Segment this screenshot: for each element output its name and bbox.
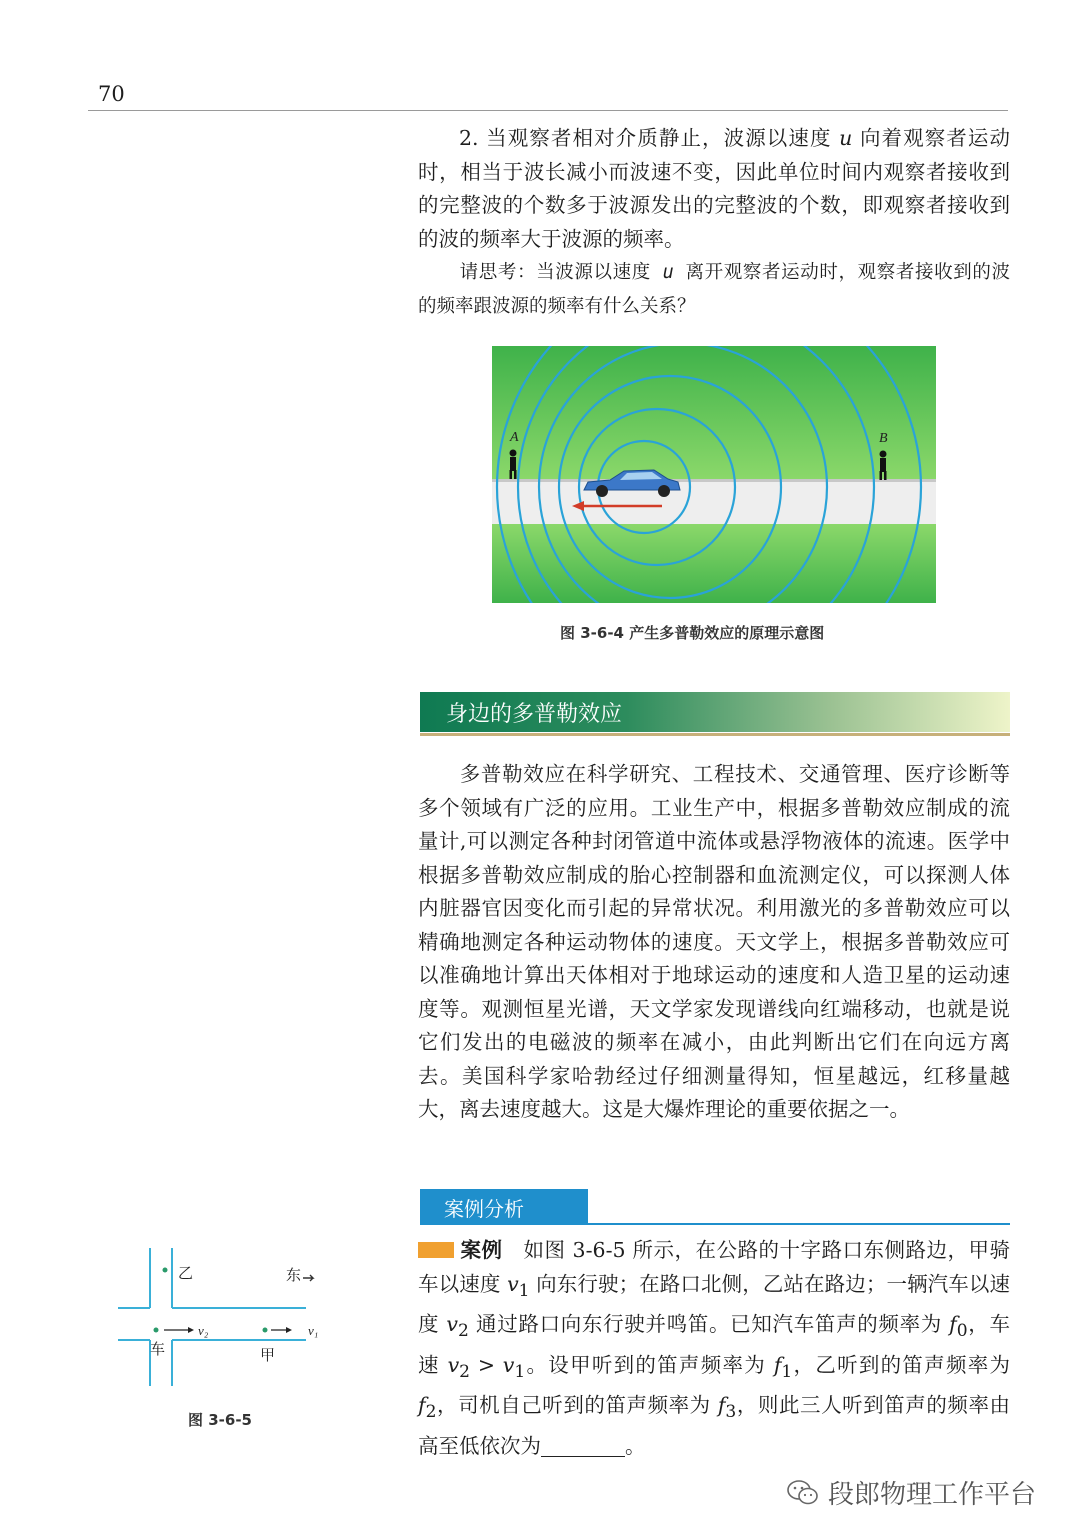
grass-bottom — [492, 524, 936, 603]
case-analysis-label: 案例分析 — [444, 1197, 524, 1221]
label-a: A — [510, 430, 519, 445]
east-arrow-icon — [303, 1275, 313, 1281]
doppler-figure — [492, 346, 936, 603]
para1-text-a: 2. 当观察者相对介质静止，波源以速度 — [459, 126, 840, 150]
section-body — [418, 758, 1010, 1127]
think-text-a: 请思考：当波源以速度 — [459, 262, 663, 283]
case-analysis-tab — [420, 1189, 588, 1223]
header-rule — [88, 110, 1008, 111]
watermark — [786, 1474, 1036, 1511]
person-jia-dot — [263, 1328, 268, 1333]
label-v2: v₂ — [198, 1323, 209, 1338]
label-car: 车 — [150, 1340, 166, 1358]
label-east: 东 — [286, 1266, 302, 1284]
para1-var-u: u — [839, 126, 853, 150]
car-dot — [154, 1328, 159, 1333]
watermark-text: 段郎物理工作平台 — [828, 1480, 1037, 1510]
section-title: 身边的多普勒效应 — [446, 702, 623, 727]
section-body-text: 多普勒效应在科学研究、工程技术、交通管理、医疗诊断等多个领域有广泛的应用。工业生产中，根据多普勒效应制成的流量计,可以测定各种封闭管道中流体或悬浮物液体的流速。医学中根据多普勒效应制成的胎心控制器和血流测定仪，可以探测人体内脏器官因变化而引起的异常状况。利用激光的多普勒效应可以精确地测定各种运动物体的速度。天文学上，根据多普勒效应可以准确地计算出天体相对于地球运动的速度和人造卫星的运动速度等。观测恒星光谱，天文学家发现谱线向红端移动，也就是说它们发出的电磁波的频率在减小，由此判断出它们在向远方离去。美国科学家哈勃经过仔细测量得知，恒星越远，红移量越大，离去速度越大。这是大爆炸理论的重要依据之一。 — [418, 762, 1010, 1121]
road-lines — [118, 1248, 306, 1386]
case-label: 案例 — [460, 1238, 503, 1262]
section-banner — [420, 692, 1010, 732]
person-yi-dot — [163, 1268, 168, 1273]
figure2-caption: 图 3-6-5 — [188, 1411, 252, 1429]
paragraph-observer-at-rest — [418, 122, 1010, 256]
intersection-figure — [118, 1240, 333, 1395]
label-b: B — [879, 431, 888, 446]
answer-blank — [541, 1434, 625, 1457]
label-jia: 甲 — [260, 1346, 276, 1364]
para1-text-b: 向着观察者运动时，相当于波长减小而波速不变，因此单位时间内观察者接收到的完整波的个数多于波源发出的完整波的个数，即观察者接收到的波的频率大于波源的频率。 — [418, 126, 1010, 251]
wechat-icon — [786, 1478, 820, 1508]
label-v1: v₁ — [308, 1323, 319, 1338]
case-marker-icon — [418, 1242, 454, 1258]
page-number: 70 — [98, 82, 125, 106]
think-text-b: 离开观察者运动时，观察者接收到的波的频率跟波源的频率有什么关系？ — [418, 262, 1011, 317]
label-yi: 乙 — [178, 1264, 194, 1282]
think-question — [418, 256, 1010, 323]
case-text: 案例 如图 3-6-5 所示，在公路的十字路口东侧路边，甲骑车以速度 $v_1$ 向东行驶；在路口北侧，乙站在路边；一辆汽车以速度 $v_2$ 通过路口向东行驶并鸣笛。已知汽车笛声的频率为 $f_0$，车速 $v_2 > v_1$。设甲听到的笛声频率为 $f_1$，乙听到的笛声频率为 $f_2$，司机自己听到的笛声频率为 $f_3$，则此三人听到笛声的频率由高至低依次为 。 — [418, 1238, 1011, 1458]
think-var-u: u — [662, 262, 674, 283]
figure-caption: 图 3-6-4 产生多普勒效应的原理示意图 — [560, 624, 825, 642]
